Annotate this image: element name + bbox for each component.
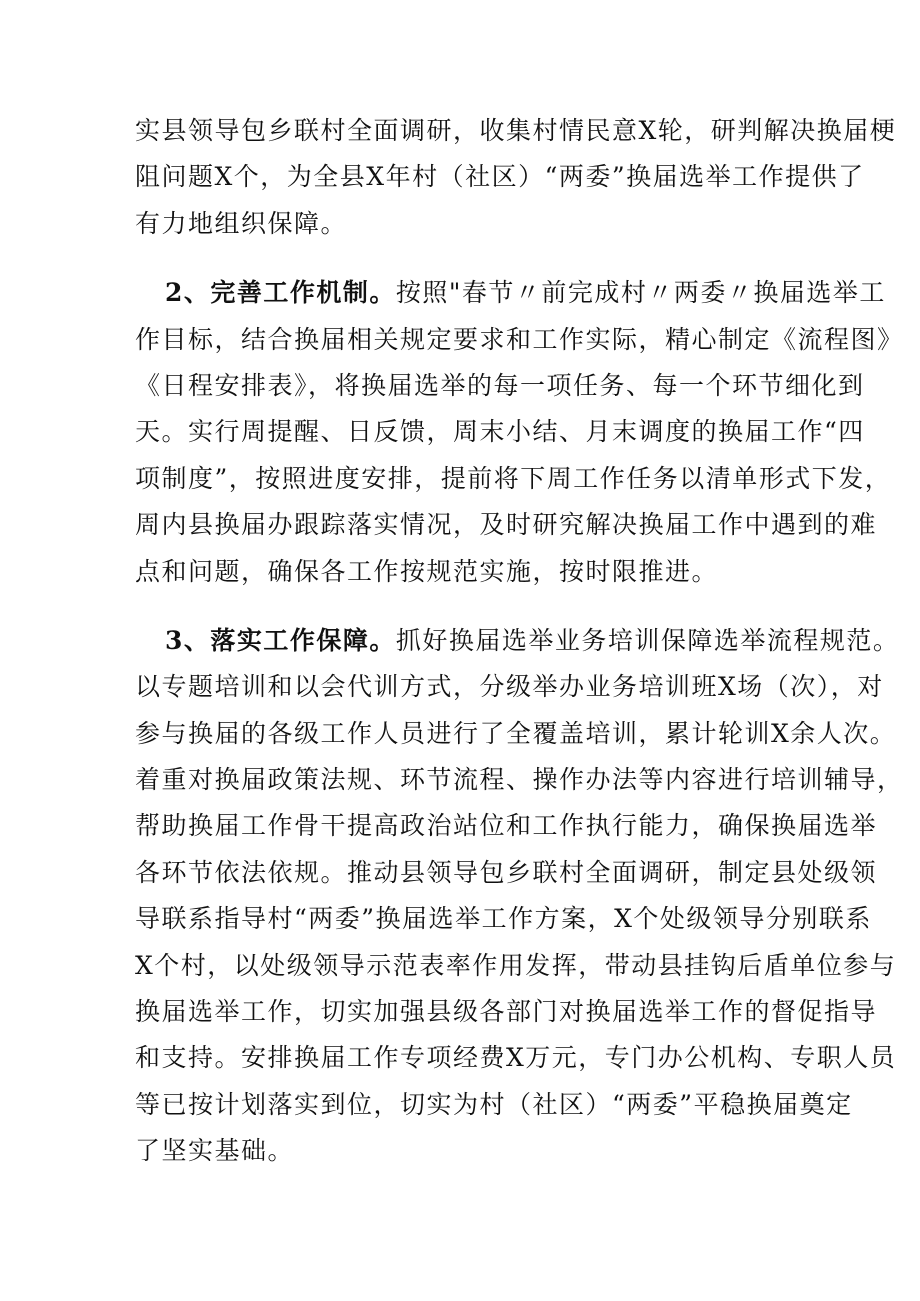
text-line: 作目标，结合换届相关规定要求和工作实际，精心制定《流程图》 xyxy=(135,324,904,354)
text-line: 周内县换届办跟踪落实情况，及时研究解决换届工作中遇到的难 xyxy=(135,510,878,540)
heading-continuation: 按照"春节〃前完成村〃两委〃换届选举工 xyxy=(395,278,886,308)
text-line: 阻问题X个，为全县X年村（社区）“两委”换届选举工作提供了 xyxy=(135,162,865,192)
text-line: 帮助换届工作骨干提高政治站位和工作执行能力，确保换届选举 xyxy=(135,811,878,841)
text-line: X个村，以处级领导示范表率作用发挥，带动县挂钩后盾单位参与 xyxy=(135,950,897,980)
text-line: 各环节依法依规。推动县领导包乡联村全面调研，制定县处级领 xyxy=(135,857,878,887)
section-heading-3: 3、落实工作保障。 xyxy=(165,625,396,655)
paragraph-3 xyxy=(135,618,904,1175)
text-line: 参与换届的各级工作人员进行了全覆盖培训，累计轮训X余人次。 xyxy=(135,718,897,748)
text-line: 换届选举工作，切实加强县级各部门对换届选举工作的督促指导 xyxy=(135,997,878,1027)
text-line: 导联系指导村“两委”换届选举工作方案，X个处级领导分别联系 xyxy=(135,904,872,934)
text-line: 项制度”，按照进度安排，提前将下周工作任务以清单形式下发， xyxy=(135,463,892,493)
section-heading-2: 2、完善工作机制。 xyxy=(165,278,396,308)
text-line: 着重对换届政策法规、环节流程、操作办法等内容进行培训辅导， xyxy=(135,765,904,795)
text-line xyxy=(135,270,886,316)
text-line: 实县领导包乡联村全面调研，收集村情民意X轮，研判解决换届梗 xyxy=(135,116,897,145)
text-line: 了坚实基础。 xyxy=(135,1136,295,1166)
document-body xyxy=(135,108,904,1175)
paragraph-spacer xyxy=(135,595,795,618)
text-line: 等已按计划落实到位，切实为村（社区）“两委”平稳换届奠定 xyxy=(135,1089,853,1119)
text-line xyxy=(135,618,900,664)
text-line: 天。实行周提醒、日反馈，周末小结、月末调度的换届工作“四 xyxy=(135,417,865,447)
text-line: 以专题培训和以会代训方式，分级举办业务培训班X场（次），对 xyxy=(135,672,884,702)
text-line: 点和问题，确保各工作按规范实施，按时限推进。 xyxy=(135,556,719,586)
paragraph-spacer xyxy=(135,247,795,270)
text-line: 和支持。安排换届工作专项经费X万元，专门办公机构、专职人员 xyxy=(135,1043,897,1073)
heading-continuation: 抓好换届选举业务培训保障选举流程规范。 xyxy=(395,625,900,655)
text-line: 有力地组织保障。 xyxy=(135,208,348,238)
paragraph-2 xyxy=(135,270,904,595)
paragraph-1 xyxy=(135,108,897,247)
text-line: 《日程安排表》，将换届选举的每一项任务、每一个环节细化到 xyxy=(135,370,865,400)
